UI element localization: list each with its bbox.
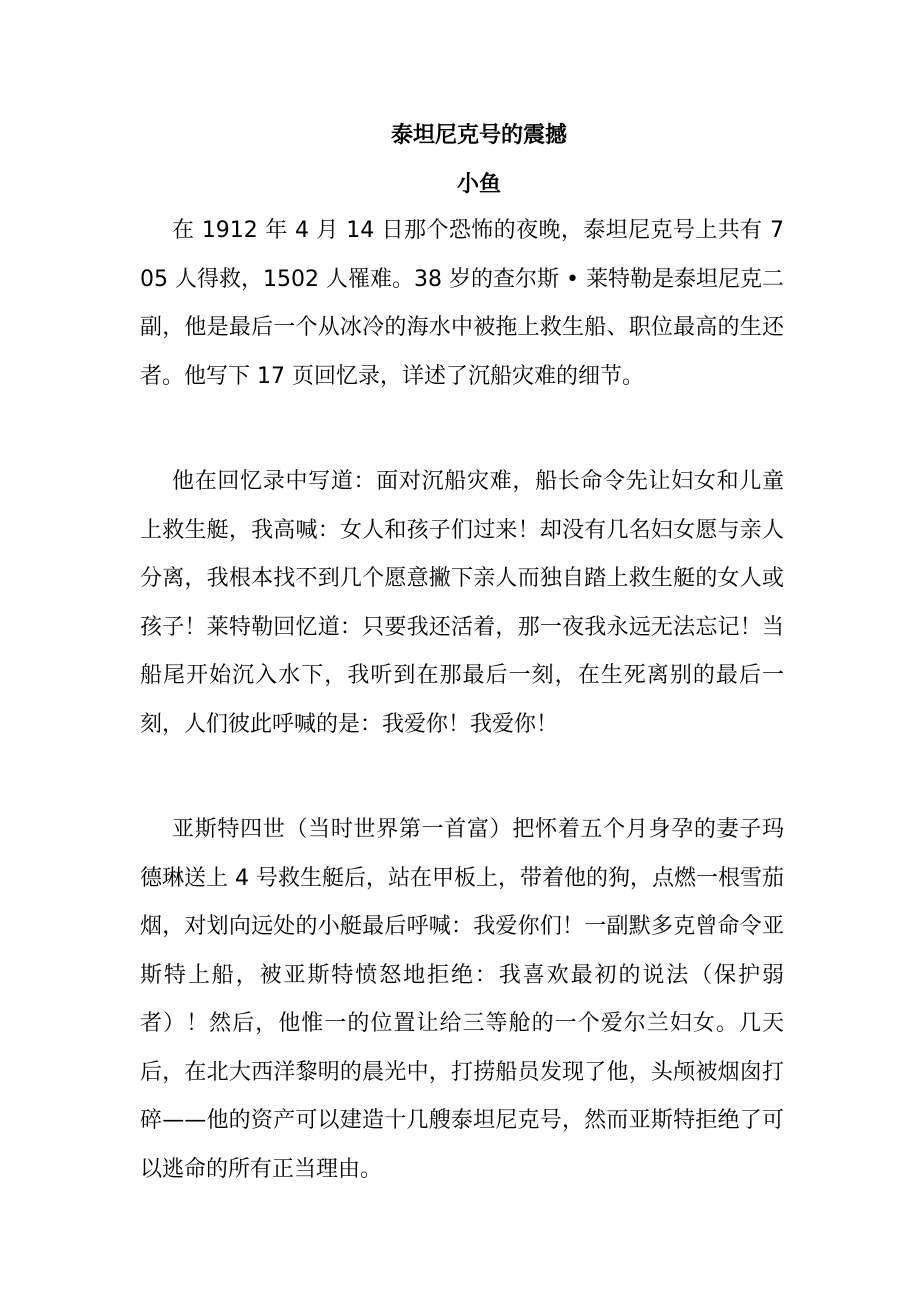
paragraph-3: 亚斯特四世（当时世界第一首富）把怀着五个月身孕的妻子玛德琳送上 4 号救生艇后，站在甲板上，带着他的狗，点燃一根雪茄烟，对划向远处的小艇最后呼喊：我爱你们！一副默多克曾命令亚斯特上船，被亚斯特愤怒地拒绝：我喜欢最初的说法（保护弱者）！然后，他惟一的位置让给三等舱的一个爱尔兰妇女。几天后，在北大西洋黎明的晨光中，打捞船员发现了他，头颅被烟囱打碎——他的资产可以建造十几艘泰坦尼克号，然而亚斯特拒绝了可以逃命的所有正当理由。 <box>140 817 784 1182</box>
paragraph-1: 在 1912 年 4 月 14 日那个恐怖的夜晚，泰坦尼克号上共有 705 人得救，1502 人罹难。38 岁的查尔斯 • 莱特勒是泰坦尼克二副，他是最后一个从冰冷的海水中被拖上救生船、职位最高的生还者。他写下 17 页回忆录，详述了沉船灾难的细节。 <box>140 218 784 389</box>
document-title: 泰坦尼克号的震撼 <box>390 123 567 148</box>
document-author: 小鱼 <box>456 172 501 197</box>
paragraph-2: 他在回忆录中写道：面对沉船灾难，船长命令先让妇女和儿童上救生艇，我高喊：女人和孩子们过来！却没有几名妇女愿与亲人分离，我根本找不到几个愿意撇下亲人而独自踏上救生艇的女人或孩子！莱特勒回忆道：只要我还活着，那一夜我永远无法忘记！当船尾开始沉入水下，我听到在那最后一刻，在生死离别的最后一刻，人们彼此呼喊的是：我爱你！我爱你！ <box>140 469 784 737</box>
